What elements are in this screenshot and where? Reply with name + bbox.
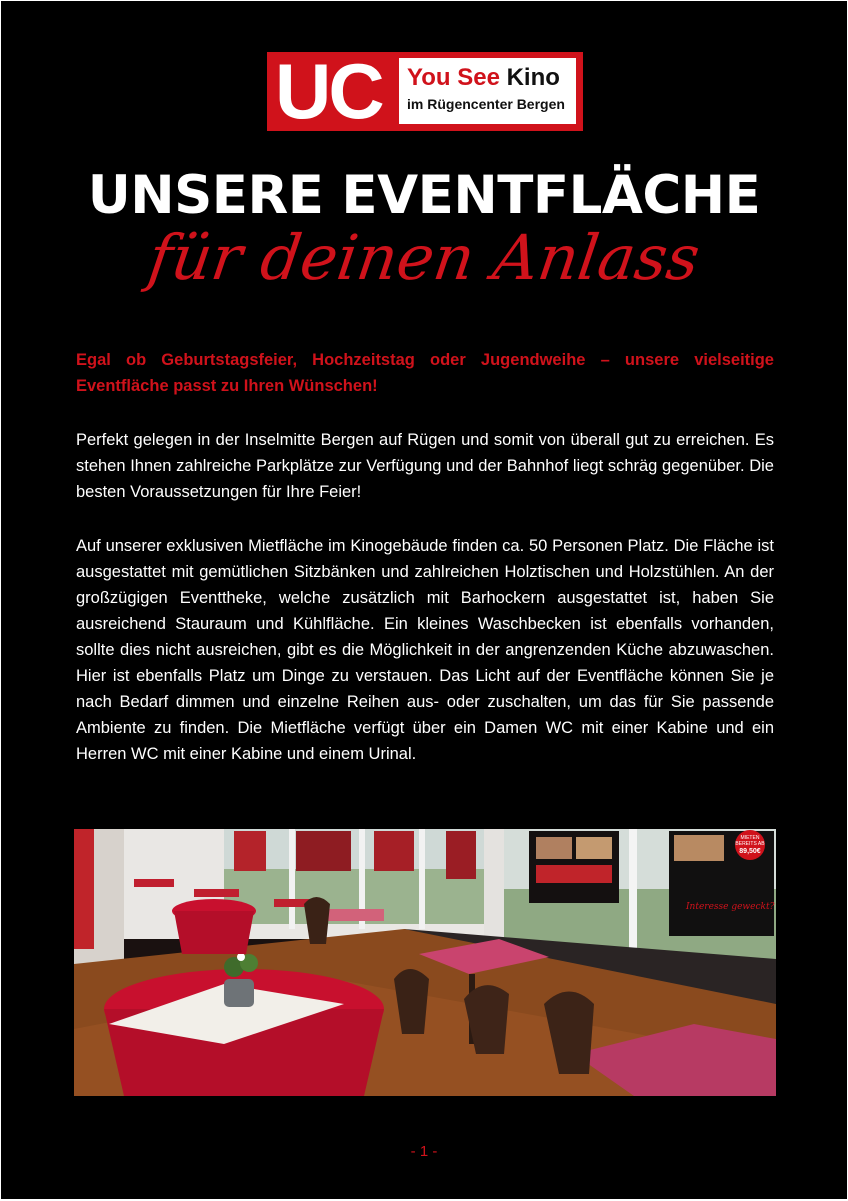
poster-badge-line1: MIETEN: [740, 835, 760, 841]
logo: [267, 47, 583, 135]
page-number: - 1 -: [410, 1143, 438, 1160]
poster-badge-line2: BEREITS AB: [735, 841, 765, 847]
location-paragraph: Perfekt gelegen in der Inselmitte Bergen auf Rügen und somit von überall gut zu erreichen. Es stehen Ihnen zahlreiche Parkplätze zur Verfügung und der Bahnhof liegt schräg gegenüber. Die besten Voraussetzungen für Ihre Feier!: [76, 431, 774, 501]
logo-mark: UC: [275, 47, 382, 135]
logo-name: [407, 64, 560, 92]
logo-tagline: im Rügencenter Bergen: [407, 96, 565, 112]
page-subtitle: für deinen Anlass: [144, 221, 705, 294]
flyer-page: [1, 1, 847, 1199]
facilities-paragraph: Auf unserer exklusiven Mietfläche im Kinogebäude finden ca. 50 Personen Platz. Die Fläche ist ausgestattet mit gemütlichen Sitzbänken und zahlreichen Holztischen und Holzstühlen. An der großzügigen Eventtheke, welche zusätzlich mit Barhockern ausgestattet ist, haben Sie ausreichend Stauraum und Kühlfläche. Ein kleines Waschbecken ist ebenfalls vorhanden, sollte dies nicht ausreichen, gibt es die Möglichkeit in der angrenzenden Küche abzuwaschen. Hier ist ebenfalls Platz um Dinge zu verstauen. Das Licht auf der Eventfläche können Sie je nach Bedarf dimmen und einzelne Reihen aus- oder zuschalten, um das für Sie passende Ambiente zu finden. Die Mietfläche verfügt über ein Damen WC mit einer Kabine und ein Herren WC mit einer Kabine und einem Urinal.: [76, 537, 774, 763]
event-room-illustration: [74, 829, 776, 1096]
poster-script: Interesse geweckt?: [686, 902, 775, 912]
page-title: UNSERE EVENTFLÄCHE: [87, 165, 761, 226]
logo-name-black: Kino: [506, 64, 560, 91]
event-room-photo: [74, 829, 776, 1096]
logo-wordmark: [399, 58, 576, 124]
logo-name-red: You See: [407, 64, 500, 91]
poster-price: 89,50€: [739, 848, 761, 855]
intro-text: Egal ob Geburtstagsfeier, Hochzeitstag oder Jugendweihe – unsere vielseitige Eventfläche passt zu Ihren Wünschen!: [76, 351, 774, 395]
